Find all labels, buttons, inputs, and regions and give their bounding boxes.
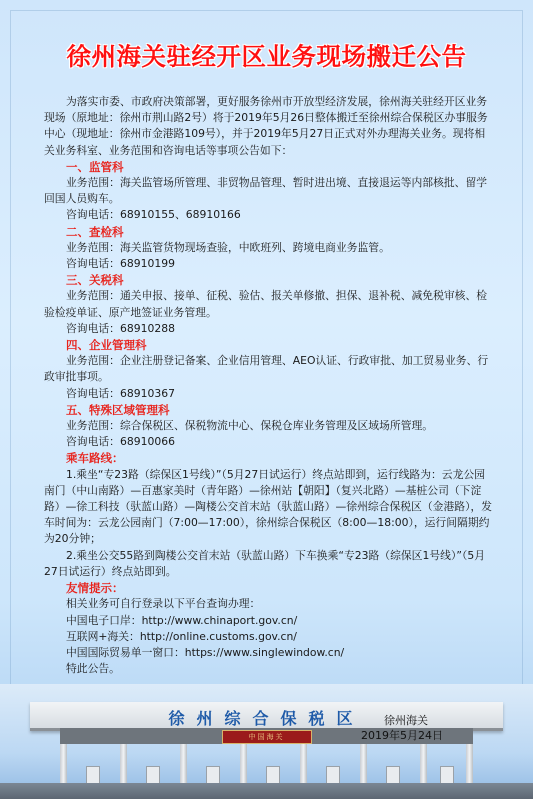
tips-intro: 相关业务可自行登录以下平台查询办理： [66, 597, 261, 611]
chinaport-link[interactable]: 中国电子口岸：http://www.chinaport.gov.cn/ [66, 613, 298, 627]
notice-body [44, 94, 493, 677]
section-scope: 业务范围：综合保税区、保税物流中心、保税仓库业务管理及区域场所管理。 [66, 419, 434, 433]
section-phone: 咨询电话：68910367 [66, 386, 175, 400]
section-heading: 二、查检科 [66, 224, 124, 239]
signature-org: 徐州海关 [384, 714, 428, 727]
section-heading: 一、监管科 [66, 159, 124, 174]
section-scope: 业务范围：海关监管货物现场查验，中欧班列、跨境电商业务监管。 [66, 240, 390, 254]
section-scope: 业务范围：海关监管场所管理、非贸物品管理、暂时进出境、直接退运等内部核批、留学回国人员购车。 [44, 176, 488, 206]
tips-heading: 友情提示： [66, 581, 124, 596]
closing-text: 特此公告。 [66, 662, 120, 676]
section-scope: 业务范围：通关申报、接单、征税、验估、报关单修撤、担保、退补税、减免税审核、检验检疫单证、原产地签证业务管理。 [44, 289, 488, 319]
signature-block [361, 713, 443, 743]
route-line-2: 2.乘坐公交55路到陶楼公交首末站（驮蓝山路）下车换乘“专23路（综保区1号线）”（5月27日试运行）终点站即到。 [44, 548, 485, 578]
section-phone: 咨询电话：68910199 [66, 257, 175, 271]
section-phone: 咨询电话：68910288 [66, 321, 175, 335]
section-phone: 咨询电话：68910066 [66, 435, 175, 449]
section-scope: 业务范围：企业注册登记备案、企业信用管理、AEO认证、行政审批、加工贸易业务、行政审批事项。 [44, 354, 489, 384]
page-title: 徐州海关驻经开区业务现场搬迁公告 [66, 42, 467, 71]
section-heading: 三、关税科 [66, 273, 124, 288]
customs-online-link[interactable]: 互联网+海关：http://online.customs.gov.cn/ [66, 629, 297, 643]
intro-paragraph: 为落实市委、市政府决策部署，更好服务徐州市开放型经济发展，徐州海关驻经开区业务现场（原地址：徐州市荆山路2号）将于2019年5月26日整体搬迁至徐州综合保税区办事服务中心（现地址：徐州市金港路109号），并于2019年5月27日正式对外办理海关业务。现将相关业务科室、业务范围和咨询电话等事项公告如下： [44, 95, 488, 157]
section-phone: 咨询电话：68910155、68910166 [66, 208, 241, 222]
gate-lanes [60, 744, 473, 784]
route-line-1: 1.乘坐“专23路（综保区1号线）”（5月27日试运行）终点站即到，运行线路为：云龙公园南门（中山南路）—百惠家美时（青年路）—徐州站【朝阳】（复兴北路）—基桩公司（下淀路）—徐工科技（驮蓝山路）—陶楼公交首末站（驮蓝山路）—徐州综合保税区（金港路），发车时间为：云龙公园南门（7:00—17:00），徐州综合保税区（8:00—18:00），运行间隔期约为20分钟； [44, 467, 493, 546]
road [0, 783, 533, 799]
route-heading: 乘车路线： [66, 451, 124, 466]
section-heading: 四、企业管理科 [66, 338, 147, 353]
section-heading: 五、特殊区域管理科 [66, 402, 170, 417]
canopy-sign: 徐州综合保税区 [168, 709, 365, 728]
signature-date: 2019年5月24日 [361, 729, 443, 742]
single-window-link[interactable]: 中国国际贸易单一窗口：https://www.singlewindow.cn/ [66, 645, 345, 659]
customs-plaque: 中国海关 [222, 730, 312, 744]
bonded-zone-gate-photo [0, 684, 533, 799]
